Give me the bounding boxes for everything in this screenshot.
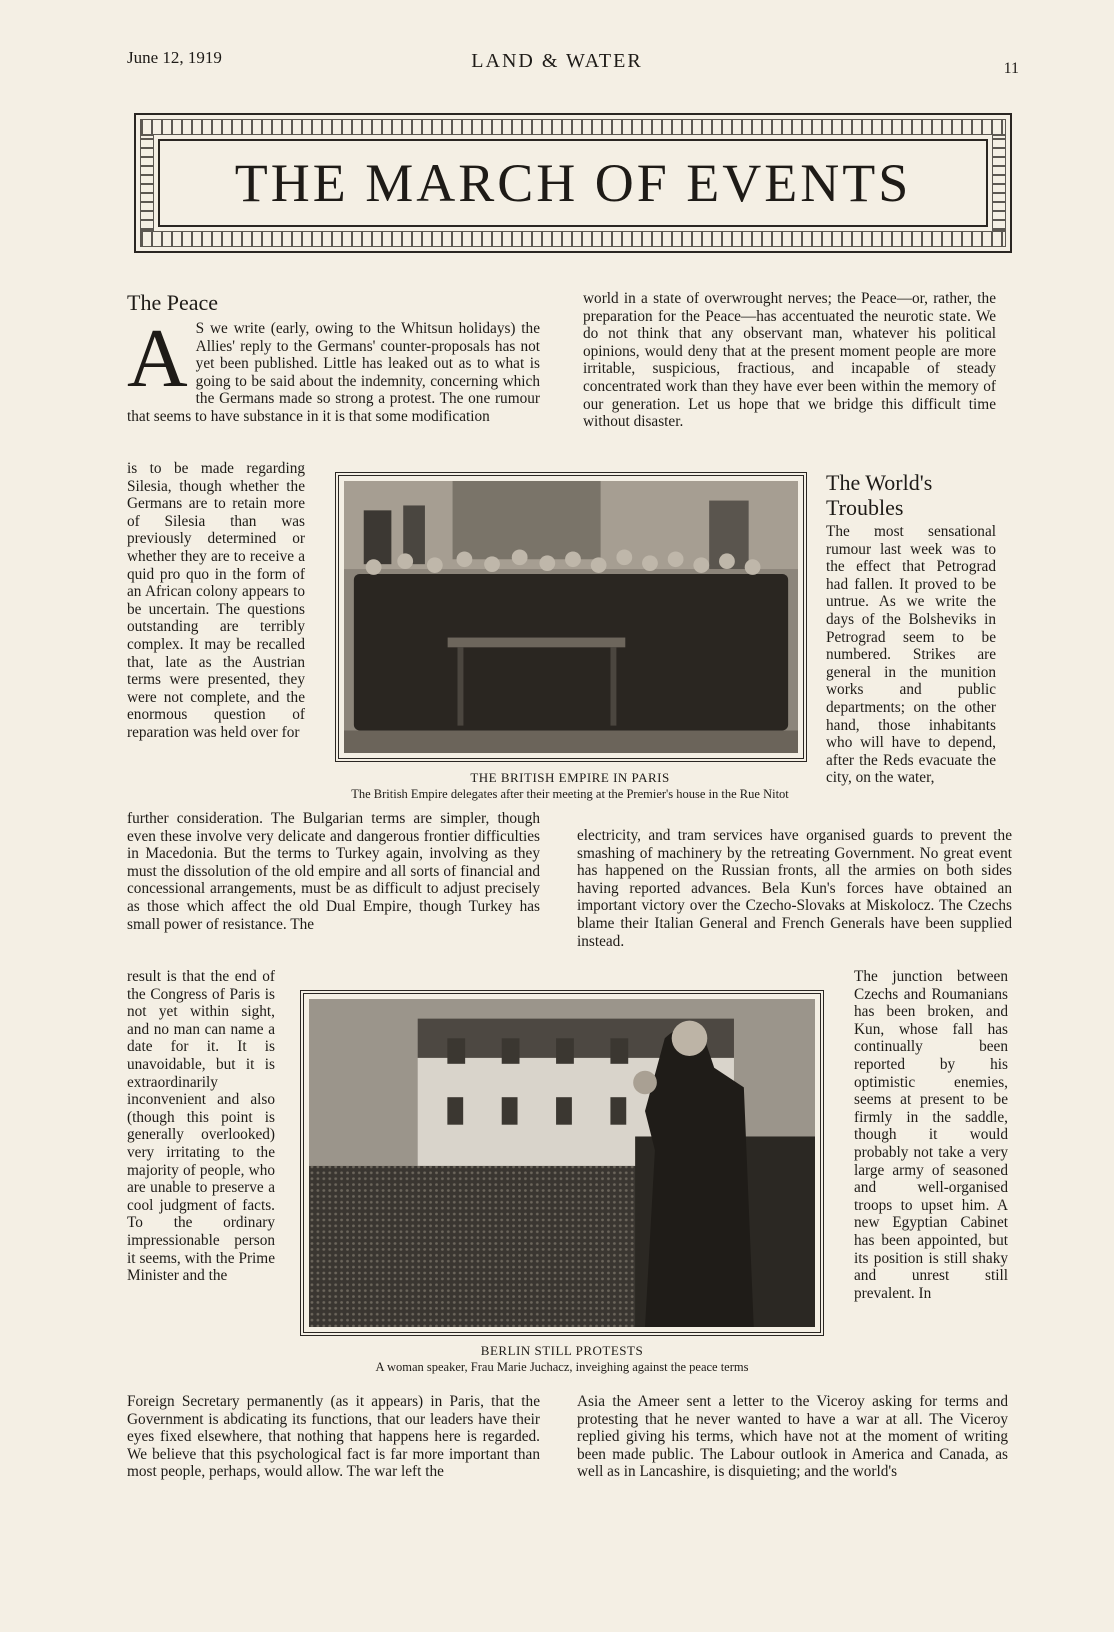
paragraph-peace-1: S we write (early, owing to the Whitsun holidays) the Allies' reply to the Germans' counter-proposals has not yet been published. Little has leaked out as to what is going to be said about the indemnity, concerning which the Germans made so strong a protest. The one rumour that seems to have substance in it is that some modification [127,320,540,425]
photo-british-empire-text: The British Empire delegates after their meeting at the Premier's house in the Rue Nitot [351,787,789,801]
photo-british-empire-image [344,481,798,753]
delegates-group-image [344,481,798,753]
article-peace-intro [127,312,540,426]
magazine-title: LAND & WATER [471,50,643,72]
paragraph-peace-5: Foreign Secretary permanently (as it appears) in Paris, that the Government is abdicating its functions, that our leaders have their eyes fixed elsewhere, that nothing that happens here is regarded. We believe that this psychological fact is far more important than most people, perhaps, would allow. The war left the [127,1393,540,1481]
photo-british-empire [335,472,807,762]
issue-date: June 12, 1919 [127,48,222,67]
paragraph-peace-3: further consideration. The Bulgarian terms are simpler, though even these involve very delicate and dangerous frontier difficulties in Macedonia. But the terms to Turkey again, involving as they must the dissolution of the old empire and all sorts of financial and concessional arrangements, must be as difficult to adjust precisely as those which affect the old Dual Empire, though Turkey has small power of resistance. The [127,810,540,933]
paragraph-troubles-3: The junction between Czechs and Roumanians has been broken, and Kun, whose fall has continually been reported by his optimistic enemies, seems at present to be firmly in the saddle, though it would probably not take a very large army of seasoned and well-organised troops to upset him. A new Egyptian Cabinet has been appointed, but its position is still shaky and unrest still prevalent. In [854,968,1008,1302]
page-number: 11 [1003,60,1019,77]
photo-berlin-title: BERLIN STILL PROTESTS [480,1343,644,1358]
photo-berlin-caption [300,1343,824,1375]
title-banner [134,113,1012,253]
paragraph-peace-2: is to be made regarding Silesia, though whether the Germans are to retain more of Silesia than was previously determined or whether they are to receive a quid pro quo in the form of an African colony appears to be uncertain. The questions outstanding are terribly complex. It may be recalled that, late as the Austrian terms were presented, they were not complete, and the enormous question of reparation was held over for [127,460,305,741]
banner-title: THE MARCH OF EVENTS [234,153,912,213]
section-heading-peace: The Peace [127,290,218,315]
paragraph-right-1: world in a state of overwrought nerves; the Peace—or, rather, the preparation for the Peace—has accentuated the neurotic state. We do not think that any observant man, whatever his political opinions, would deny that at the present moment people are more irritable, suspicious, fractious, and incapable of steady concentrated work than they have ever been within the memory of our generation. Let us hope that we bridge this difficult time without disaster. [583,290,996,431]
crowd-speaker-image [309,999,815,1327]
paragraph-troubles-1: The most sensational rumour last week was to the effect that Petrograd had fallen. It proved to be untrue. As we write the days of the Bolsheviks in Petrograd seem to be numbered. Strikes are general in the munition works and public departments; on the other hand, those inhabitants who will have to depend, after the Reds evacuate the city, on the water, [826,523,996,787]
section-heading-troubles: The World's Troubles [826,470,933,520]
photo-british-empire-title: THE BRITISH EMPIRE IN PARIS [470,770,670,785]
photo-british-empire-caption [320,770,820,802]
paragraph-peace-4: result is that the end of the Congress of Paris is not yet within sight, and no man can name a date for it. It is unavoidable, but it is extraordinarily inconvenient and also (though this point is generally overlooked) very irritating to the majority of people, who are unable to preserve a cool judgment of facts. To the ordinary impressionable person it seems, with the Prime Minister and the [127,968,275,1285]
banner-border-right [992,135,1006,231]
banner-border-left [140,135,154,231]
photo-berlin-protests [300,990,824,1336]
photo-berlin-protests-image [309,999,815,1327]
paragraph-troubles-4: Asia the Ameer sent a letter to the Viceroy asking for terms and protesting that he never wanted to have a war at all. The Viceroy replied giving his terms, which have not at the moment of writing been made public. The Labour outlook in America and Canada, as well as in Lancashire, is disquieting; and the world's [577,1393,1008,1481]
paragraph-troubles-2: electricity, and tram services have organised guards to prevent the smashing of machinery by the retreating Government. No great event has happened on the Russian fronts, all the armies on both sides having reported advances. Bela Kun's forces have obtained an important victory over the Czecho-Slovaks at Miskolocz. The Czechs blame their Italian General and French Generals have been supplied instead. [577,827,1012,950]
banner-border-bottom [140,231,1006,247]
photo-berlin-text: A woman speaker, Frau Marie Juchacz, inveighing against the peace terms [375,1360,749,1374]
drop-cap: A [127,312,188,405]
banner-border-top [140,119,1006,135]
